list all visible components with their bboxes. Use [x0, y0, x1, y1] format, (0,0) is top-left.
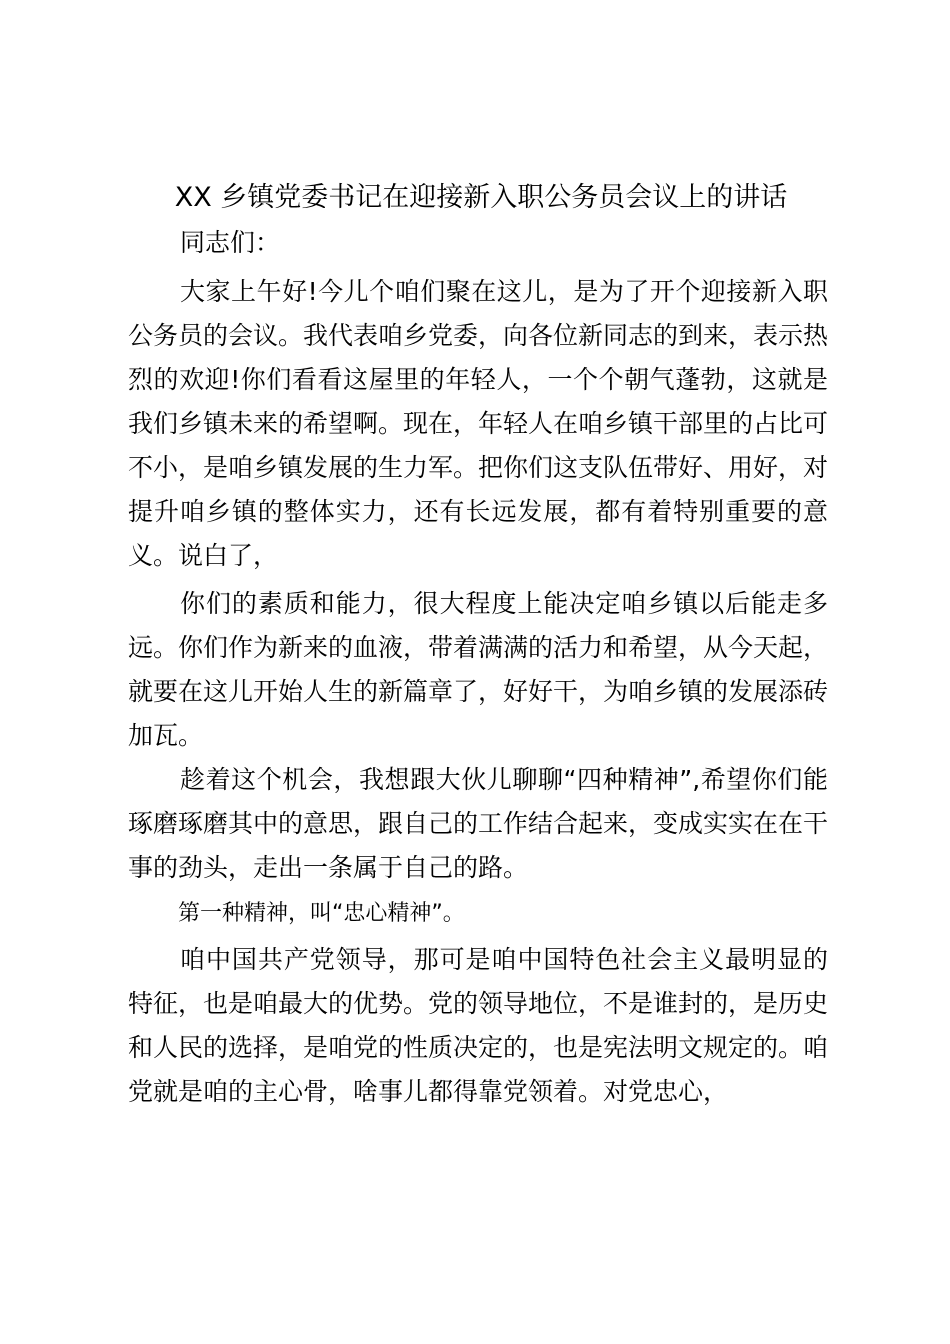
paragraph-welcome: 大家上午好!今儿个咱们聚在这儿，是为了开个迎接新入职公务员的会议。我代表咱乡党委，向各位新同志的到来，表示热烈的欢迎!你们看看这屋里的年轻人，一个个朝气蓬勃，这就是我们乡镇未来的希望啊。现在，年轻人在咱乡镇干部里的占比可不小，是咱乡镇发展的生力军。把你们这支队伍带好、用好，对提升咱乡镇的整体实力，还有长远发展，都有着特别重要的意义。说白了， — [128, 277, 829, 570]
salutation: 同志们： — [180, 228, 281, 257]
salutation-block — [128, 221, 828, 265]
paragraph-block-3 — [128, 758, 828, 890]
document-title: XX 乡镇党委书记在迎接新入职公务员会议上的讲话 — [174, 182, 788, 213]
paragraph-block-5 — [128, 938, 828, 1114]
paragraph-quality: 你们的素质和能力，很大程度上能决定咱乡镇以后能走多远。你们作为新来的血液，带着满满的活力和希望，从今天起，就要在这儿开始人生的新篇章了，好好干，为咱乡镇的发展添砖加瓦。 — [128, 589, 829, 750]
paragraph-party-leadership: 咱中国共产党领导，那可是咱中国特色社会主义最明显的特征，也是咱最大的优势。党的领导地位，不是谁封的，是历史和人民的选择，是咱党的性质决定的，也是宪法明文规定的。咱党就是咱的主心骨，啥事儿都得靠党领着。对党忠心， — [128, 945, 829, 1106]
paragraph-block-4 — [128, 892, 828, 936]
paragraph-four-spirits: 趁着这个机会，我想跟大伙儿聊聊“四种精神”,希望你们能琢磨琢磨其中的意思，跟自己的工作结合起来，变成实实在在干事的劲头，走出一条属于自己的路。 — [128, 765, 829, 882]
section-heading-first-spirit: 第一种精神，叫“忠心精神”。 — [178, 901, 465, 926]
paragraph-block-2 — [128, 582, 828, 758]
paragraph-block-1 — [128, 270, 828, 578]
